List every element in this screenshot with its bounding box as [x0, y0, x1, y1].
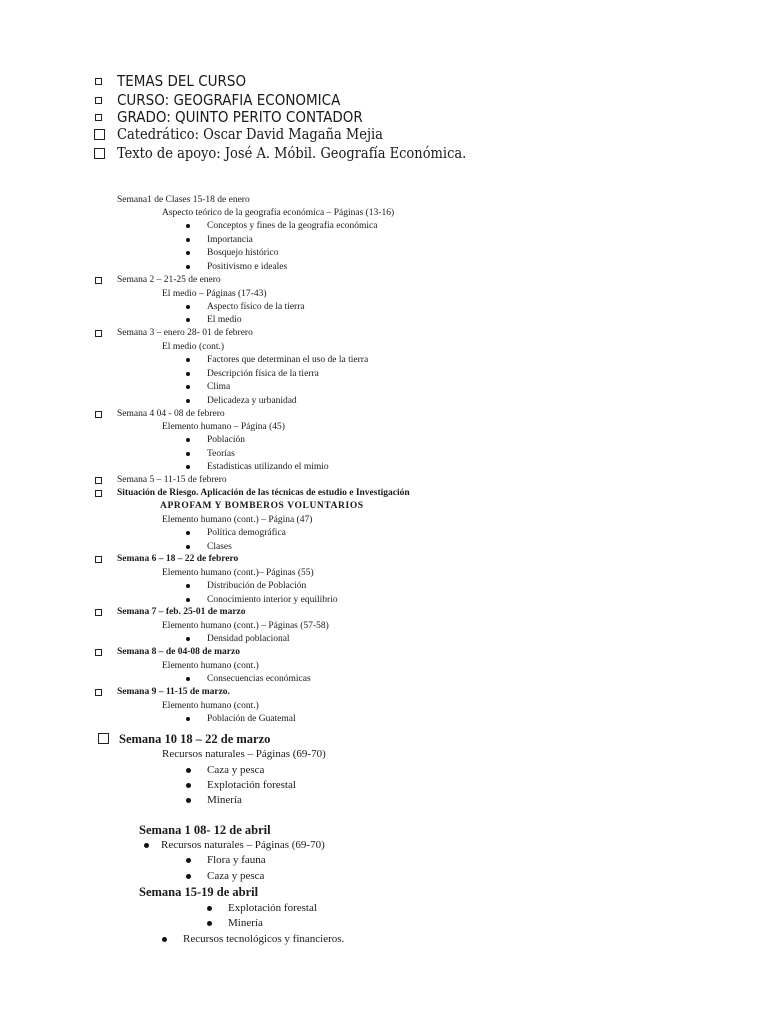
list-item: Caza y pesca — [207, 870, 265, 882]
bullet-icon — [207, 921, 212, 926]
list-item: El medio — [207, 315, 242, 325]
list-item: Bosquejo histórico — [207, 248, 279, 258]
list-item: Aspecto físico de la tierra — [207, 302, 305, 312]
bullet-icon — [186, 238, 190, 242]
checkbox-icon — [95, 490, 102, 497]
week-topic: Recursos naturales – Páginas (69-70) — [162, 748, 326, 760]
bullet-icon — [186, 531, 190, 535]
checkbox-icon — [95, 649, 102, 656]
week-title: Semana 10 18 – 22 de marzo — [119, 732, 271, 746]
checkbox-icon — [94, 129, 105, 140]
week-subtitle: APROFAM Y BOMBEROS VOLUNTARIOS — [160, 501, 364, 511]
week-title: Semana 7 – feb. 25-01 de marzo — [117, 607, 246, 617]
week-title: Situación de Riesgo. Aplicación de las técnicas de estudio e Investigación — [117, 488, 410, 498]
bullet-icon — [186, 798, 191, 803]
week-topic: Recursos tecnológicos y financieros. — [183, 933, 345, 945]
list-item: Minería — [207, 794, 242, 806]
checkbox-icon — [95, 97, 102, 104]
week-title: Semana 2 – 21-25 de enero — [117, 275, 221, 285]
list-item: Conceptos y fines de la geografía económica — [207, 221, 378, 231]
bullet-icon — [186, 637, 190, 641]
list-item: Población — [207, 435, 245, 445]
week-title: Semana 6 – 18 – 22 de febrero — [117, 554, 239, 564]
week-topic: Elemento humano (cont.) – Páginas (57-58) — [162, 621, 329, 631]
bullet-icon — [186, 372, 190, 376]
list-item: Flora y fauna — [207, 854, 266, 866]
bullet-icon — [186, 783, 191, 788]
checkbox-icon — [95, 477, 102, 484]
teacher-name: Catedrático: Oscar David Magaña Mejia — [117, 127, 383, 143]
week-title: Semana 15-19 de abril — [139, 885, 259, 899]
course-grade: GRADO: QUINTO PERITO CONTADOR — [117, 108, 363, 126]
list-item: Descripción física de la tierra — [207, 369, 319, 379]
course-topics-title: TEMAS DEL CURSO — [117, 72, 247, 90]
list-item: Población de Guatemal — [207, 714, 296, 724]
bullet-icon — [186, 438, 190, 442]
list-item: Caza y pesca — [207, 764, 265, 776]
checkbox-icon — [95, 277, 102, 284]
support-text: Texto de apoyo: José A. Móbil. Geografía Económica. — [117, 146, 467, 162]
week-topic: Elemento humano (cont.)– Páginas (55) — [162, 568, 314, 578]
list-item: Distribución de Población — [207, 581, 307, 591]
bullet-icon — [186, 251, 190, 255]
week-topic: Elemento humano (cont.) — [162, 661, 259, 671]
bullet-icon — [186, 265, 190, 269]
list-item: Consecuencias económicas — [207, 674, 311, 684]
list-item: Importancia — [207, 235, 253, 245]
week-title: Semana 8 – de 04-08 de marzo — [117, 647, 240, 657]
checkbox-icon — [95, 78, 102, 85]
checkbox-icon — [94, 148, 105, 159]
list-item: Clases — [207, 542, 232, 552]
list-item: Delicadeza y urbanidad — [207, 396, 297, 406]
bullet-icon — [186, 598, 190, 602]
course-name: CURSO: GEOGRAFIA ECONOMICA — [117, 91, 341, 109]
checkbox-icon — [95, 411, 102, 418]
checkbox-icon — [95, 609, 102, 616]
list-item: Minería — [228, 917, 263, 929]
bullet-icon — [144, 843, 149, 848]
week-title: Semana 1 08- 12 de abril — [139, 823, 271, 837]
week-topic: Elemento humano (cont.) – Página (47) — [162, 515, 313, 525]
bullet-icon — [186, 545, 190, 549]
checkbox-icon — [95, 330, 102, 337]
bullet-icon — [186, 717, 190, 721]
list-item: Estadísticas utilizando el mimio — [207, 462, 329, 472]
bullet-icon — [186, 465, 190, 469]
bullet-icon — [162, 937, 167, 942]
bullet-icon — [186, 874, 191, 879]
week-title: Semana 9 – 11-15 de marzo. — [117, 687, 230, 697]
week-topic: Elemento humano – Página (45) — [162, 422, 285, 432]
bullet-icon — [186, 318, 190, 322]
checkbox-icon — [98, 733, 109, 744]
list-item: Conocimiento interior y equilibrio — [207, 595, 338, 605]
week-title: Semana 3 – enero 28- 01 de febrero — [117, 328, 253, 338]
week-topic: Recursos naturales – Páginas (69-70) — [161, 839, 325, 851]
week-topic: Aspecto teórico de la geografía económica – Páginas (13-16) — [162, 208, 395, 218]
list-item: Política demográfica — [207, 528, 286, 538]
bullet-icon — [186, 305, 190, 309]
bullet-icon — [186, 677, 190, 681]
checkbox-icon — [95, 114, 102, 121]
week-topic: El medio (cont.) — [162, 342, 224, 352]
list-item: Positivismo e ideales — [207, 262, 288, 272]
list-item: Densidad poblacional — [207, 634, 290, 644]
week-title: Semana 5 – 11-15 de febrero — [117, 475, 227, 485]
list-item: Explotación forestal — [228, 902, 317, 914]
list-item: Factores que determinan el uso de la tierra — [207, 355, 369, 365]
list-item: Teorías — [207, 449, 235, 459]
bullet-icon — [186, 385, 190, 389]
week-topic: Elemento humano (cont.) — [162, 701, 259, 711]
checkbox-icon — [95, 689, 102, 696]
checkbox-icon — [95, 556, 102, 563]
bullet-icon — [186, 358, 190, 362]
week-topic: El medio – Páginas (17-43) — [162, 289, 267, 299]
bullet-icon — [186, 452, 190, 456]
list-item: Explotación forestal — [207, 779, 296, 791]
bullet-icon — [186, 224, 190, 228]
bullet-icon — [186, 399, 190, 403]
week-title: Semana1 de Clases 15-18 de enero — [117, 195, 250, 205]
bullet-icon — [186, 858, 191, 863]
bullet-icon — [186, 584, 190, 588]
bullet-icon — [186, 768, 191, 773]
list-item: Clima — [207, 382, 231, 392]
bullet-icon — [207, 906, 212, 911]
week-title: Semana 4 04 - 08 de febrero — [117, 409, 225, 419]
